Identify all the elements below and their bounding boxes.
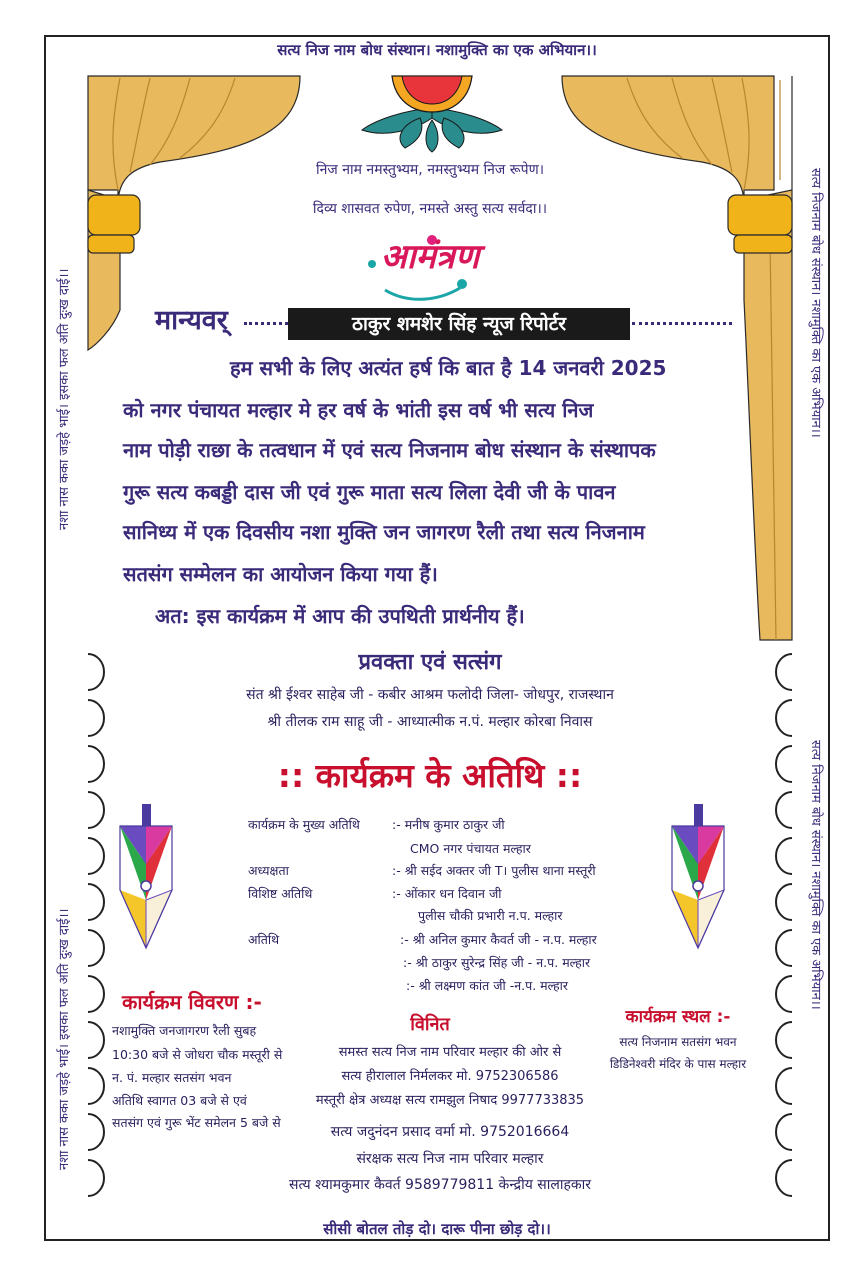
footer-slogan: सीसी बोतल तोड़ दो। दारू पीना छोड़ दो।। <box>323 1220 551 1238</box>
guest-label-guest: अतिथि <box>248 932 280 947</box>
speakers-heading: प्रवक्ता एवं सत्संग <box>358 650 502 675</box>
verse-line-1: निज नाम नमस्तुभ्यम, नमस्तुभ्यम निज रूपेण। <box>315 162 545 178</box>
salutation: मान्यवर् <box>155 305 228 336</box>
left-pen-nib-icon <box>120 804 172 948</box>
left-side-slogan-top: नशा नास कका जड़हे भाई। इसका फल अति दुःख दाई।। <box>57 268 72 530</box>
recipient-name: ठाकुर शमशेर सिंह न्यूज रिपोर्टर <box>351 313 567 335</box>
schedule-line-4: अतिथि स्वागत 03 बजे से एवं <box>112 1093 247 1108</box>
right-side-slogan-bottom: सत्य निजनाम बोध संस्थान। नशामुक्ति का एक अभियान।। <box>808 740 823 1010</box>
guest-label-chief: कार्यक्रम के मुख्य अतिथि <box>248 817 360 832</box>
guest-value-chief: :- मनीष कुमार ठाकुर जी <box>392 817 505 832</box>
body-line-6: सतसंग सम्मेलन का आयोजन किया गया हैं। <box>123 562 438 586</box>
body-line-3: नाम पोड़ी राछा के तत्वधान में एवं सत्य निजनाम बोध संस्थान के संस्थापक <box>123 438 656 462</box>
body-line-7: अत: इस कार्यक्रम में आप की उपथिती प्रार्थनीय हैं। <box>155 604 525 628</box>
venue-line-1: सत्य निजनाम सतसंग भवन <box>619 1035 737 1049</box>
body-line-2: को नगर पंचायत मल्हार मे हर वर्ष के भांती इस वर्ष भी सत्य निज <box>123 398 594 422</box>
guest-value-chief-2: CMO नगर पंचायत मल्हार <box>410 841 531 856</box>
speaker-1: संत श्री ईश्वर साहेब जी - कबीर आश्रम फलोदी जिला- जोधपुर, राजस्थान <box>246 687 614 703</box>
lotus-ornament <box>362 76 502 152</box>
body-line-5: सानिध्य में एक दिवसीय नशा मुक्ति जन जागरण रैली तथा सत्य निजनाम <box>123 520 645 544</box>
schedule-heading: कार्यक्रम विवरण :- <box>122 990 262 1014</box>
dotted-leader-right <box>632 322 732 325</box>
right-pen-nib-icon <box>672 804 724 948</box>
guest-value-president: :- श्री सईद अक्तर जी T। पुलीस थाना मस्तूरी <box>392 863 596 878</box>
venue-line-2: डिडिनेश्वरी मंदिर के पास मल्हार <box>609 1057 747 1071</box>
schedule-line-5: सतसंग एवं गुरू भेंट समेलन 5 बजे से <box>112 1115 281 1130</box>
body-line-4: गुरू सत्य कबड्डी दास जी एवं गुरू माता सत्य लिला देवी जी के पावन <box>123 480 616 504</box>
left-scallop-border <box>88 654 104 1196</box>
guest-value-special-2: पुलीस चौकी प्रभारी न.प. मल्हार <box>418 908 563 923</box>
guest-value-guest-3: :- श्री लक्ष्मण कांत जी -न.प. मल्हार <box>406 978 569 993</box>
guests-heading: :: कार्यक्रम के अतिथि :: <box>277 756 583 795</box>
vinit-line-4: सत्य जदुनंदन प्रसाद वर्मा मो. 9752016664 <box>330 1124 570 1140</box>
guest-label-special: विशिष्ट अतिथि <box>248 886 313 901</box>
vinit-line-3: मस्तूरी क्षेत्र अध्यक्ष सत्य रामझुल निषाद 9977733835 <box>315 1093 585 1108</box>
recipient-box <box>288 308 630 340</box>
body-line-1: हम सभी के लिए अत्यंत हर्ष कि बात है 14 जनवरी 2025 <box>230 356 667 380</box>
dotted-leader-left <box>244 322 288 325</box>
invite-logo: आमंत्रण <box>380 237 480 277</box>
schedule-line-3: न. पं. मल्हार सतसंग भवन <box>112 1070 232 1085</box>
vinit-heading: विनित <box>410 1014 450 1035</box>
verse-line-2: दिव्य शासवत रुपेण, नमस्ते अस्तु सत्य सर्वदा।। <box>312 201 548 217</box>
guest-value-guest-1: :- श्री अनिल कुमार कैवर्त जी - न.प. मल्हार <box>400 932 597 947</box>
venue-heading: कार्यक्रम स्थल :- <box>625 1007 731 1027</box>
right-side-slogan-top: सत्य निजनाम बोध संस्थान। नशामुक्ति का एक अभियान।। <box>808 168 823 438</box>
left-side-slogan-bottom: नशा नास कका जड़हे भाई। इसका फल अति दुःख दाई।। <box>57 908 72 1170</box>
guest-label-president: अध्यक्षता <box>248 863 289 878</box>
vinit-line-2: सत्य हीरालाल निर्मलकर मो. 9752306586 <box>341 1069 559 1084</box>
schedule-line-1: नशामुक्ति जनजागरण रैली सुबह <box>112 1023 257 1038</box>
schedule-line-2: 10:30 बजे से जोधरा चौक मस्तूरी से <box>112 1047 283 1062</box>
speaker-2: श्री तीलक राम साहू जी - आध्यात्मीक न.पं. मल्हार कोरबा निवास <box>267 714 593 730</box>
vinit-line-5: संरक्षक सत्य निज नाम परिवार मल्हार <box>356 1151 544 1167</box>
guest-value-guest-2: :- श्री ठाकुर सुरेन्द्र सिंह जी - न.प. मल्हार <box>403 955 591 970</box>
right-scallop-border <box>776 654 792 1196</box>
guest-value-special: :- ओंकार धन दिवान जी <box>392 886 502 901</box>
top-banner: सत्य निज नाम बोध संस्थान। नशामुक्ति का एक अभियान।। <box>277 41 597 59</box>
vinit-line-1: समस्त सत्य निज नाम परिवार मल्हार की ओर से <box>338 1045 562 1060</box>
vinit-line-6: सत्य श्यामकुमार कैवर्त 9589779811 केन्द्रीय सालाहकार <box>288 1177 592 1193</box>
